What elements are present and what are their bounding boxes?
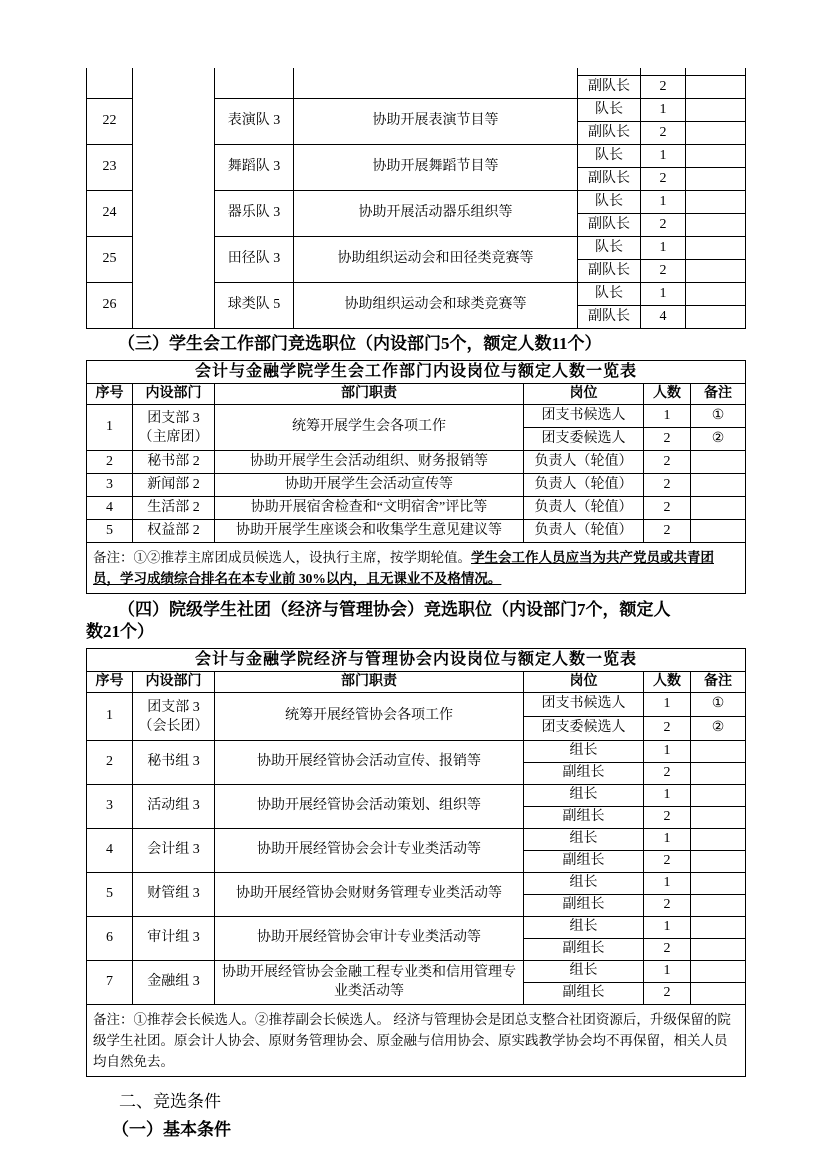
remark-cell (691, 741, 746, 763)
dept-cell: 舞蹈队 3 (215, 145, 294, 191)
position-cell: 组长 (524, 741, 644, 763)
col-header-remark: 备注 (691, 672, 746, 693)
position-cell: 队长 (578, 145, 641, 168)
duty-cell: 协助组织运动会和球类竞赛等 (294, 283, 578, 329)
dept-cell: 球类队 5 (215, 283, 294, 329)
remark-cell (686, 260, 746, 283)
count-cell: 1 (641, 237, 686, 260)
remark-cell (686, 191, 746, 214)
note-bold-text: 学生会工作人员应当为共产党员或共青团员，学习成绩综合排名在本专业前 30%以内，且无课业不及格情况。 (93, 550, 714, 586)
col-header-position: 岗位 (524, 672, 644, 693)
heading-section-2-1: （一）基本条件 (112, 1120, 231, 1139)
dept-cell: 器乐队 3 (215, 191, 294, 237)
table-row (87, 497, 746, 520)
table-row (87, 520, 746, 543)
count-cell: 2 (644, 428, 691, 451)
dept-cell: 新闻部 2 (133, 474, 215, 497)
table-title: 会计与金融学院经济与管理协会内设岗位与额定人数一览表 (87, 649, 746, 672)
dept-cell: 活动组 3 (133, 785, 215, 829)
dept-cell: 秘书组 3 (133, 741, 215, 785)
count-cell: 1 (644, 961, 691, 983)
seq-cell (87, 68, 133, 99)
table-row (87, 405, 746, 428)
dept-cell (133, 405, 215, 451)
heading-section-4-line2: 数21个） (86, 622, 154, 641)
count-cell: 1 (644, 873, 691, 895)
count-cell: 2 (644, 520, 691, 543)
team-positions-table-continued (86, 68, 746, 329)
position-cell: 负责人（轮值） (524, 451, 644, 474)
student-council-table (86, 360, 746, 594)
remark-cell (691, 807, 746, 829)
count-cell: 2 (644, 717, 691, 741)
document-page (86, 0, 745, 1142)
duty-cell: 协助开展宿舍检查和“文明宿舍”评比等 (215, 497, 524, 520)
count-cell: 2 (644, 895, 691, 917)
position-cell: 组长 (524, 961, 644, 983)
col-header-no: 序号 (87, 672, 133, 693)
position-cell: 副队长 (578, 306, 641, 329)
position-cell: 团支书候选人 (524, 405, 644, 428)
seq-cell: 23 (87, 145, 133, 191)
position-cell: 团支书候选人 (524, 693, 644, 717)
count-cell: 2 (644, 451, 691, 474)
count-cell: 1 (644, 785, 691, 807)
table-row (87, 741, 746, 763)
table-note-row (87, 543, 746, 594)
remark-cell: ② (691, 428, 746, 451)
table-row (87, 961, 746, 983)
heading-section-4-line1: （四）院级学生社团（经济与管理协会）竞选职位（内设部门7个，额定人 (118, 600, 671, 619)
dept-cell: 田径队 3 (215, 237, 294, 283)
seq-cell: 2 (87, 741, 133, 785)
col-header-dept: 内设部门 (133, 384, 215, 405)
seq-cell: 5 (87, 520, 133, 543)
duty-cell: 协助开展活动器乐组织等 (294, 191, 578, 237)
position-cell: 副组长 (524, 895, 644, 917)
remark-cell: ① (691, 693, 746, 717)
table-note (87, 543, 746, 594)
duty-cell: 协助开展经管协会审计专业类活动等 (215, 917, 524, 961)
seq-cell: 24 (87, 191, 133, 237)
remark-cell (686, 68, 746, 76)
remark-cell (691, 763, 746, 785)
col-header-duty: 部门职责 (215, 672, 524, 693)
table-row (87, 361, 746, 384)
dept-line2: （主席团） (138, 429, 209, 445)
remark-cell (686, 76, 746, 99)
remark-cell (686, 214, 746, 237)
count-cell: 2 (641, 260, 686, 283)
heading-section-3: （三）学生会工作部门竞选职位（内设部门5个，额定人数11个） (118, 334, 602, 353)
remark-cell (686, 237, 746, 260)
col-header-duty: 部门职责 (215, 384, 524, 405)
remark-cell (686, 122, 746, 145)
duty-cell: 协助开展舞蹈节目等 (294, 145, 578, 191)
count-cell: 2 (644, 983, 691, 1005)
duty-cell: 统筹开展经管协会各项工作 (215, 693, 524, 741)
table-row (87, 873, 746, 895)
table-title: 会计与金融学院学生会工作部门内设岗位与额定人数一览表 (87, 361, 746, 384)
position-cell: 副队长 (578, 168, 641, 191)
position-cell: 负责人（轮值） (524, 520, 644, 543)
position-cell: 副队长 (578, 122, 641, 145)
remark-cell (691, 983, 746, 1005)
position-cell: 副队长 (578, 76, 641, 99)
table-row (87, 649, 746, 672)
remark-cell (686, 283, 746, 306)
remark-cell (691, 785, 746, 807)
position-cell: 副组长 (524, 939, 644, 961)
col-header-no: 序号 (87, 384, 133, 405)
position-cell: 负责人（轮值） (524, 497, 644, 520)
remark-cell: ① (691, 405, 746, 428)
count-cell: 4 (641, 306, 686, 329)
count-cell: 1 (644, 741, 691, 763)
duty-cell: 协助开展学生会活动宣传等 (215, 474, 524, 497)
dept-line1: 团支部 3 (147, 410, 200, 426)
count-cell (641, 68, 686, 76)
table-header-row (87, 672, 746, 693)
remark-cell (691, 917, 746, 939)
duty-cell: 协助开展经管协会金融工程专业类和信用管理专业类活动等 (215, 961, 524, 1005)
table-row (87, 785, 746, 807)
count-cell: 1 (644, 829, 691, 851)
position-cell: 队长 (578, 191, 641, 214)
position-cell: 组长 (524, 785, 644, 807)
count-cell: 2 (644, 807, 691, 829)
remark-cell (691, 961, 746, 983)
dept-cell: 权益部 2 (133, 520, 215, 543)
position-cell: 副组长 (524, 851, 644, 873)
remark-cell (686, 99, 746, 122)
remark-cell (691, 497, 746, 520)
remark-cell (686, 306, 746, 329)
count-cell: 2 (641, 122, 686, 145)
position-cell: 组长 (524, 917, 644, 939)
duty-cell: 协助组织运动会和田径类竞赛等 (294, 237, 578, 283)
seq-cell: 4 (87, 829, 133, 873)
table-row (87, 474, 746, 497)
position-cell: 组长 (524, 873, 644, 895)
count-cell: 1 (644, 917, 691, 939)
seq-cell: 1 (87, 693, 133, 741)
table-row (87, 451, 746, 474)
count-cell: 2 (644, 851, 691, 873)
dept-cell: 表演队 3 (215, 99, 294, 145)
dept-cell (215, 68, 294, 99)
position-cell: 队长 (578, 237, 641, 260)
count-cell: 2 (644, 763, 691, 785)
count-cell: 1 (641, 191, 686, 214)
position-cell: 副组长 (524, 983, 644, 1005)
category-cell (133, 68, 215, 329)
col-header-dept: 内设部门 (133, 672, 215, 693)
table-row (87, 693, 746, 717)
seq-cell: 25 (87, 237, 133, 283)
table-row (87, 917, 746, 939)
remark-cell (691, 851, 746, 873)
remark-cell (691, 939, 746, 961)
heading-section-4 (86, 599, 745, 643)
count-cell: 1 (641, 145, 686, 168)
seq-cell: 6 (87, 917, 133, 961)
duty-cell: 协助开展学生座谈会和收集学生意见建议等 (215, 520, 524, 543)
dept-cell (133, 693, 215, 741)
position-cell (578, 68, 641, 76)
remark-cell (686, 168, 746, 191)
position-cell: 副组长 (524, 807, 644, 829)
duty-cell (294, 68, 578, 99)
count-cell: 1 (644, 405, 691, 428)
seq-cell: 4 (87, 497, 133, 520)
count-cell: 2 (644, 939, 691, 961)
position-cell: 队长 (578, 99, 641, 122)
position-cell: 团支委候选人 (524, 717, 644, 741)
dept-cell: 会计组 3 (133, 829, 215, 873)
dept-line1: 团支部 3 (147, 699, 200, 715)
remark-cell (691, 520, 746, 543)
remark-cell (691, 451, 746, 474)
dept-cell: 审计组 3 (133, 917, 215, 961)
dept-cell: 生活部 2 (133, 497, 215, 520)
remark-cell (691, 873, 746, 895)
table-note: 备注：①推荐会长候选人。②推荐副会长候选人。 经济与管理协会是团总支整合社团资源后，升级保留的院级学生社团。原会计人协会、原财务管理协会、原金融与信用协会、原实践教学协会均不再保留，相关人员均自然免去。 (87, 1005, 746, 1077)
remark-cell: ② (691, 717, 746, 741)
note-normal-text: 备注：①②推荐主席团成员候选人，设执行主席，按学期轮值。 (93, 550, 471, 565)
heading-section-2: 二、竞选条件 (119, 1092, 221, 1111)
position-cell: 队长 (578, 283, 641, 306)
seq-cell: 2 (87, 451, 133, 474)
table-header-row (87, 384, 746, 405)
remark-cell (691, 474, 746, 497)
col-header-position: 岗位 (524, 384, 644, 405)
count-cell: 1 (644, 693, 691, 717)
position-cell: 副队长 (578, 214, 641, 237)
seq-cell: 3 (87, 474, 133, 497)
col-header-count: 人数 (644, 672, 691, 693)
remark-cell (686, 145, 746, 168)
count-cell: 2 (641, 76, 686, 99)
count-cell: 2 (641, 214, 686, 237)
position-cell: 团支委候选人 (524, 428, 644, 451)
position-cell: 副组长 (524, 763, 644, 785)
seq-cell: 1 (87, 405, 133, 451)
duty-cell: 协助开展经管协会会计专业类活动等 (215, 829, 524, 873)
duty-cell: 协助开展经管协会活动策划、组织等 (215, 785, 524, 829)
dept-cell: 秘书部 2 (133, 451, 215, 474)
count-cell: 1 (641, 99, 686, 122)
position-cell: 组长 (524, 829, 644, 851)
col-header-remark: 备注 (691, 384, 746, 405)
col-header-count: 人数 (644, 384, 691, 405)
dept-cell: 金融组 3 (133, 961, 215, 1005)
association-table (86, 648, 746, 1077)
duty-cell: 统筹开展学生会各项工作 (215, 405, 524, 451)
dept-cell: 财管组 3 (133, 873, 215, 917)
remark-cell (691, 895, 746, 917)
dept-line2: （会长团） (138, 718, 209, 734)
count-cell: 1 (641, 283, 686, 306)
position-cell: 副队长 (578, 260, 641, 283)
table-row (87, 68, 746, 76)
count-cell: 2 (644, 497, 691, 520)
seq-cell: 22 (87, 99, 133, 145)
duty-cell: 协助开展学生会活动组织、财务报销等 (215, 451, 524, 474)
duty-cell: 协助开展经管协会财财务管理专业类活动等 (215, 873, 524, 917)
seq-cell: 5 (87, 873, 133, 917)
table-note-row (87, 1005, 746, 1077)
seq-cell: 26 (87, 283, 133, 329)
table-row (87, 829, 746, 851)
seq-cell: 7 (87, 961, 133, 1005)
remark-cell (691, 829, 746, 851)
seq-cell: 3 (87, 785, 133, 829)
duty-cell: 协助开展经管协会活动宣传、报销等 (215, 741, 524, 785)
count-cell: 2 (644, 474, 691, 497)
position-cell: 负责人（轮值） (524, 474, 644, 497)
count-cell: 2 (641, 168, 686, 191)
duty-cell: 协助开展表演节目等 (294, 99, 578, 145)
